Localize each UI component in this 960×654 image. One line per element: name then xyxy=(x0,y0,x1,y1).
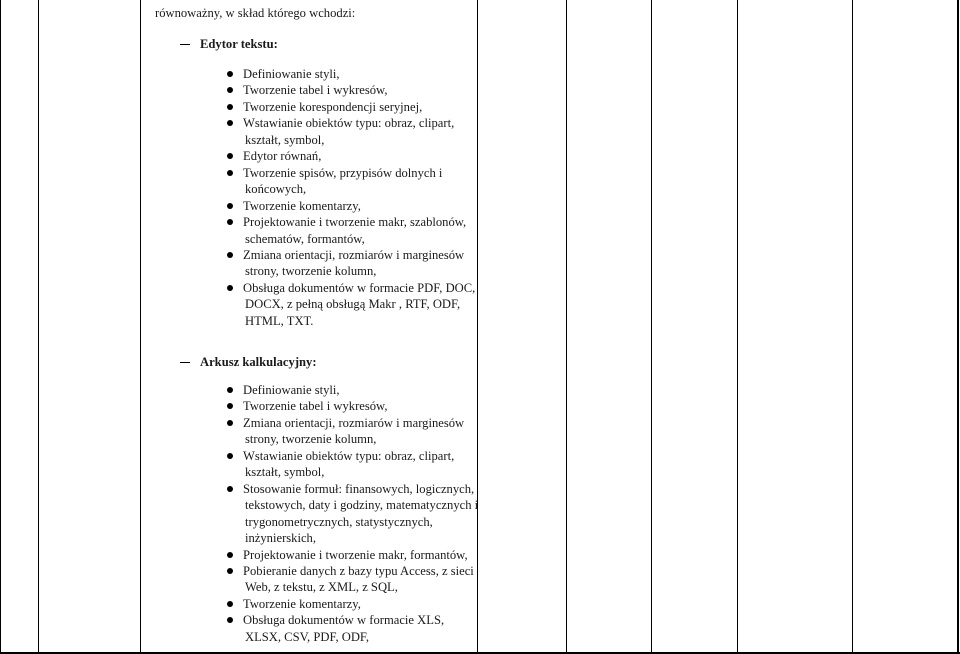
list-item: Wstawianie obiektów typu: obraz, clipart, xyxy=(243,116,455,131)
bullet-icon xyxy=(227,552,233,558)
list-item: Tworzenie tabel i wykresów, xyxy=(243,399,388,414)
bullet-icon xyxy=(227,285,233,291)
list-item: Tworzenie komentarzy, xyxy=(243,596,361,611)
list-item-continuation: DOCX, z pełną obsługą Makr , RTF, ODF, xyxy=(245,297,461,312)
bullet-icon xyxy=(227,203,233,209)
list-item-continuation: tekstowych, daty i godziny, matematycznych i xyxy=(245,498,479,513)
list-item-continuation: Web, z tekstu, z XML, z SQL, xyxy=(245,580,398,595)
intro-text: równoważny, w skład którego wchodzi: xyxy=(155,6,356,20)
bullet-icon xyxy=(227,153,233,159)
list-item-continuation: końcowych, xyxy=(245,182,307,197)
list-item-continuation: schematów, formantów, xyxy=(245,231,365,246)
list-item-continuation: XLSX, CSV, PDF, ODF, xyxy=(245,629,370,644)
list-item: Projektowanie i tworzenie makr, szablonów, xyxy=(243,215,467,230)
table-column-divider xyxy=(477,0,478,654)
section-dash xyxy=(180,44,190,45)
bullet-icon xyxy=(227,568,233,574)
list-item: Tworzenie tabel i wykresów, xyxy=(243,83,388,98)
table-column-divider xyxy=(651,0,652,654)
table-column-divider xyxy=(140,0,141,654)
list-item: Definiowanie styli, xyxy=(243,67,340,81)
bullet-icon xyxy=(227,252,233,258)
bullet-icon xyxy=(227,170,233,176)
table-column-divider xyxy=(566,0,567,654)
list-item: Zmiana orientacji, rozmiarów i marginesów xyxy=(243,415,465,430)
table-column-divider xyxy=(38,0,39,654)
list-item: Tworzenie komentarzy, xyxy=(243,198,361,213)
bullet-icon xyxy=(227,453,233,459)
table-border-left xyxy=(0,0,1,654)
list-item-continuation: kształt, symbol, xyxy=(245,132,325,147)
list-item: Obsługa dokumentów w formacie XLS, xyxy=(243,613,445,628)
section-dash xyxy=(180,362,190,363)
list-item: Wstawianie obiektów typu: obraz, clipart, xyxy=(243,448,455,463)
bullet-icon xyxy=(227,71,233,77)
bullet-icon xyxy=(227,104,233,110)
list-item: Definiowanie styli, xyxy=(243,383,340,397)
bullet-icon xyxy=(227,87,233,93)
list-item: Tworzenie spisów, przypisów dolnych i xyxy=(243,165,443,180)
list-item-continuation: inżynierskich, xyxy=(245,531,316,546)
list-item: Zmiana orientacji, rozmiarów i marginesów xyxy=(243,247,465,262)
list-item: Edytor równań, xyxy=(243,149,322,164)
bullet-icon xyxy=(227,403,233,409)
list-item: Tworzenie korespondencji seryjnej, xyxy=(243,99,423,114)
table-border-right xyxy=(957,0,959,654)
list-item: Pobieranie danych z bazy typu Access, z sieci xyxy=(243,563,474,578)
section-heading: Edytor tekstu: xyxy=(200,37,278,51)
bullet-icon xyxy=(227,617,233,623)
bullet-icon xyxy=(227,219,233,225)
list-item-continuation: strony, tworzenie kolumn, xyxy=(245,432,377,447)
list-item: Obsługa dokumentów w formacie PDF, DOC, xyxy=(243,280,476,295)
bullet-icon xyxy=(227,120,233,126)
table-column-divider xyxy=(852,0,853,654)
bullet-icon xyxy=(227,420,233,426)
list-item: Stosowanie formuł: finansowych, logicznych, xyxy=(243,481,475,496)
list-item-continuation: strony, tworzenie kolumn, xyxy=(245,264,377,279)
section-heading: Arkusz kalkulacyjny: xyxy=(200,355,317,369)
list-item-continuation: kształt, symbol, xyxy=(245,465,325,480)
list-item-continuation: trygonometrycznych, statystycznych, xyxy=(245,514,433,529)
bullet-icon xyxy=(227,486,233,492)
table-column-divider xyxy=(737,0,738,654)
bullet-icon xyxy=(227,387,233,393)
list-item: Projektowanie i tworzenie makr, formantów, xyxy=(243,547,468,562)
list-item-continuation: HTML, TXT. xyxy=(245,313,314,328)
bullet-icon xyxy=(227,601,233,607)
